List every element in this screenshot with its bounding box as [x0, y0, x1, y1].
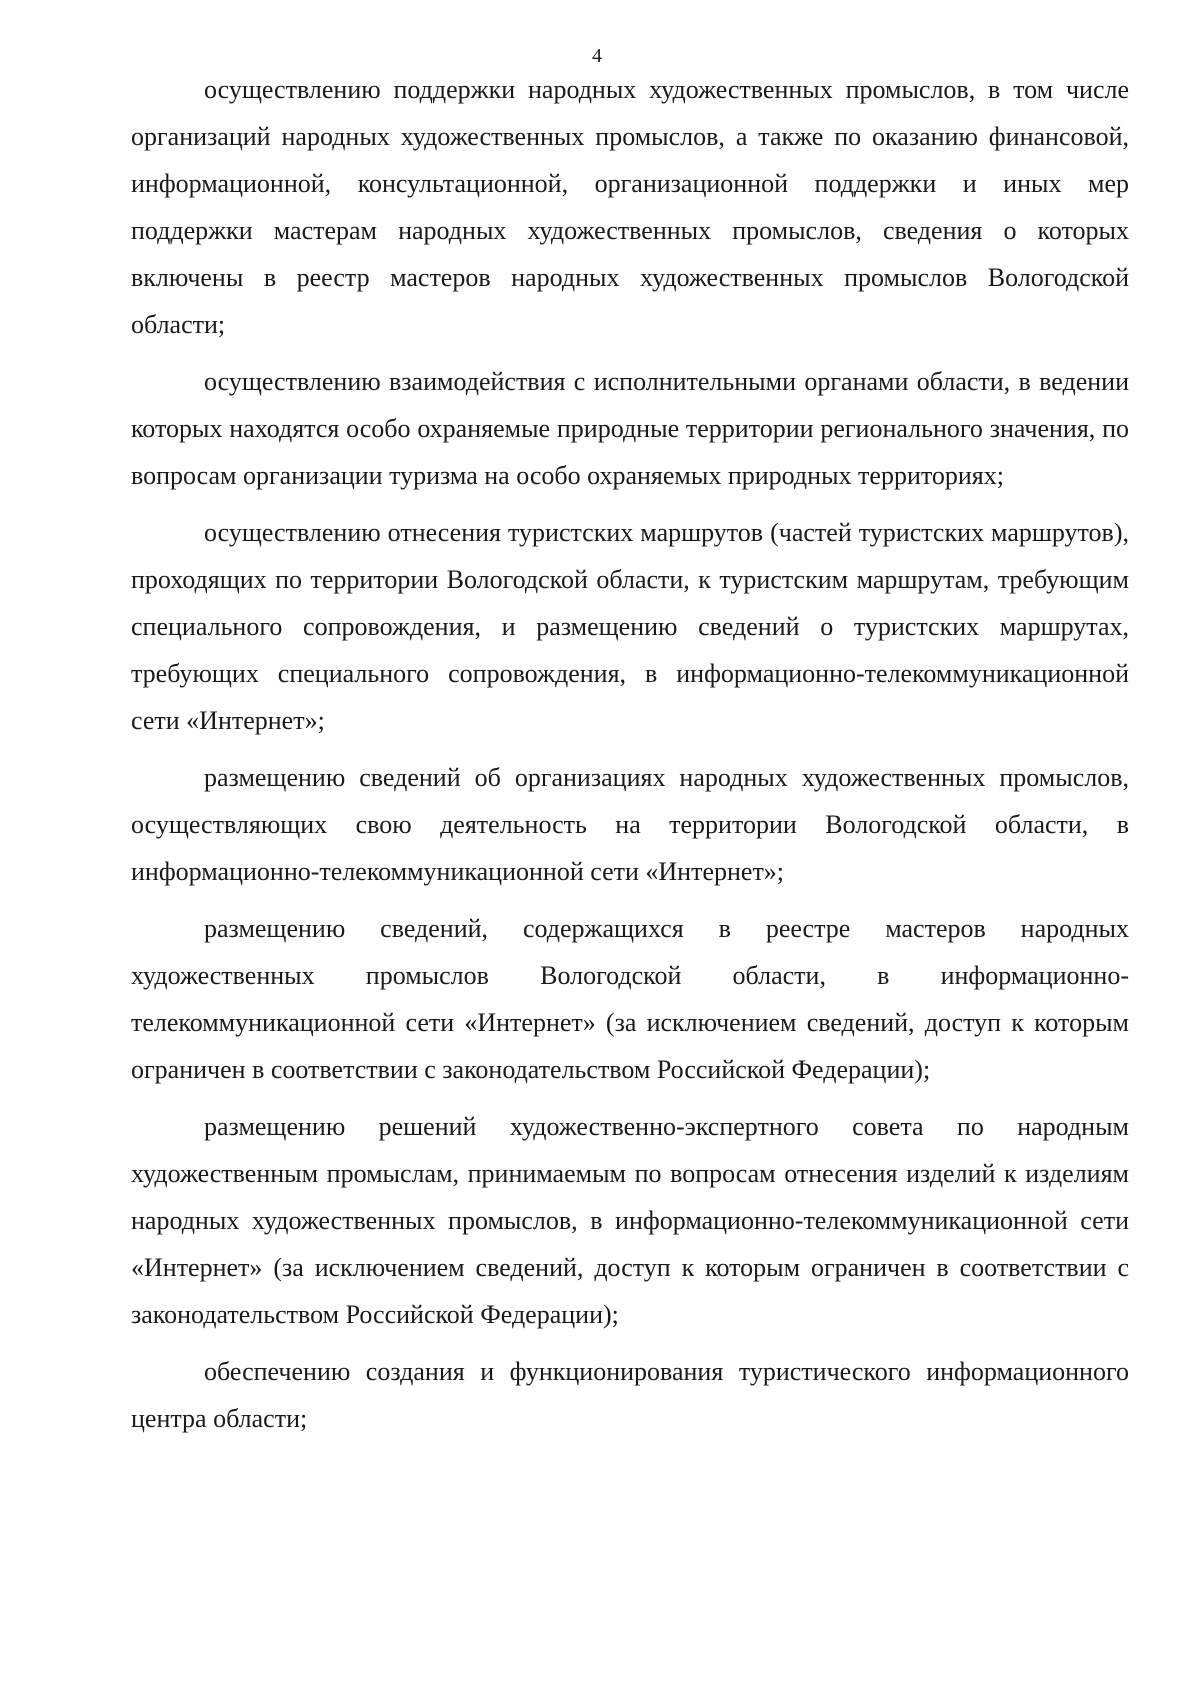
- paragraph-craft-organizations-info: размещению сведений об организациях народных художественных промыслов, осуществляющих свою деятельность на территории Вологодской области, в информационно-телекоммуникационной сети «Интернет»;: [131, 763, 1129, 886]
- document-body: [131, 66, 1129, 1452]
- paragraph-expert-council-decisions: размещению решений художественно-экспертного совета по народным художественным промыслам, принимаемым по вопросам отнесения изделий к изделиям народных художественных промыслов, в информационно-телекоммуникационной сети «Интернет» (за исключением сведений, доступ к которым ограничен в соответствии с законодательством Российской Федерации);: [131, 1112, 1129, 1329]
- page-number: 4: [592, 45, 602, 67]
- paragraph-craft-support: осуществлению поддержки народных художественных промыслов, в том числе организаций народных художественных промыслов, а также по оказанию финансовой, информационной, консультационной, организационной поддержки и иных мер поддержки мастерам народных художественных промыслов, сведения о которых включены в реестр мастеров народных художественных промыслов Вологодской области;: [131, 75, 1129, 339]
- paragraph-tourist-routes: осуществлению отнесения туристских маршрутов (частей туристских маршрутов), проходящих по территории Вологодской области, к туристским маршрутам, требующим специального сопровождения, и размещению сведений о туристских маршрутах, требующих специального сопровождения, в информационно-телекоммуникационной сети «Интернет»;: [131, 518, 1129, 735]
- paragraph-protected-territories: осуществлению взаимодействия с исполнительными органами области, в ведении которых находятся особо охраняемые природные территории регионального значения, по вопросам организации туризма на особо охраняемых природных территориях;: [131, 367, 1129, 490]
- paragraph-tourist-info-center: обеспечению создания и функционирования туристического информационного центра области;: [131, 1357, 1129, 1433]
- paragraph-masters-registry-info: размещению сведений, содержащихся в реестре мастеров народных художественных промыслов Вологодской области, в информационно-телекоммуникационной сети «Интернет» (за исключением сведений, доступ к которым ограничен в соответствии с законодательством Российской Федерации);: [131, 914, 1129, 1084]
